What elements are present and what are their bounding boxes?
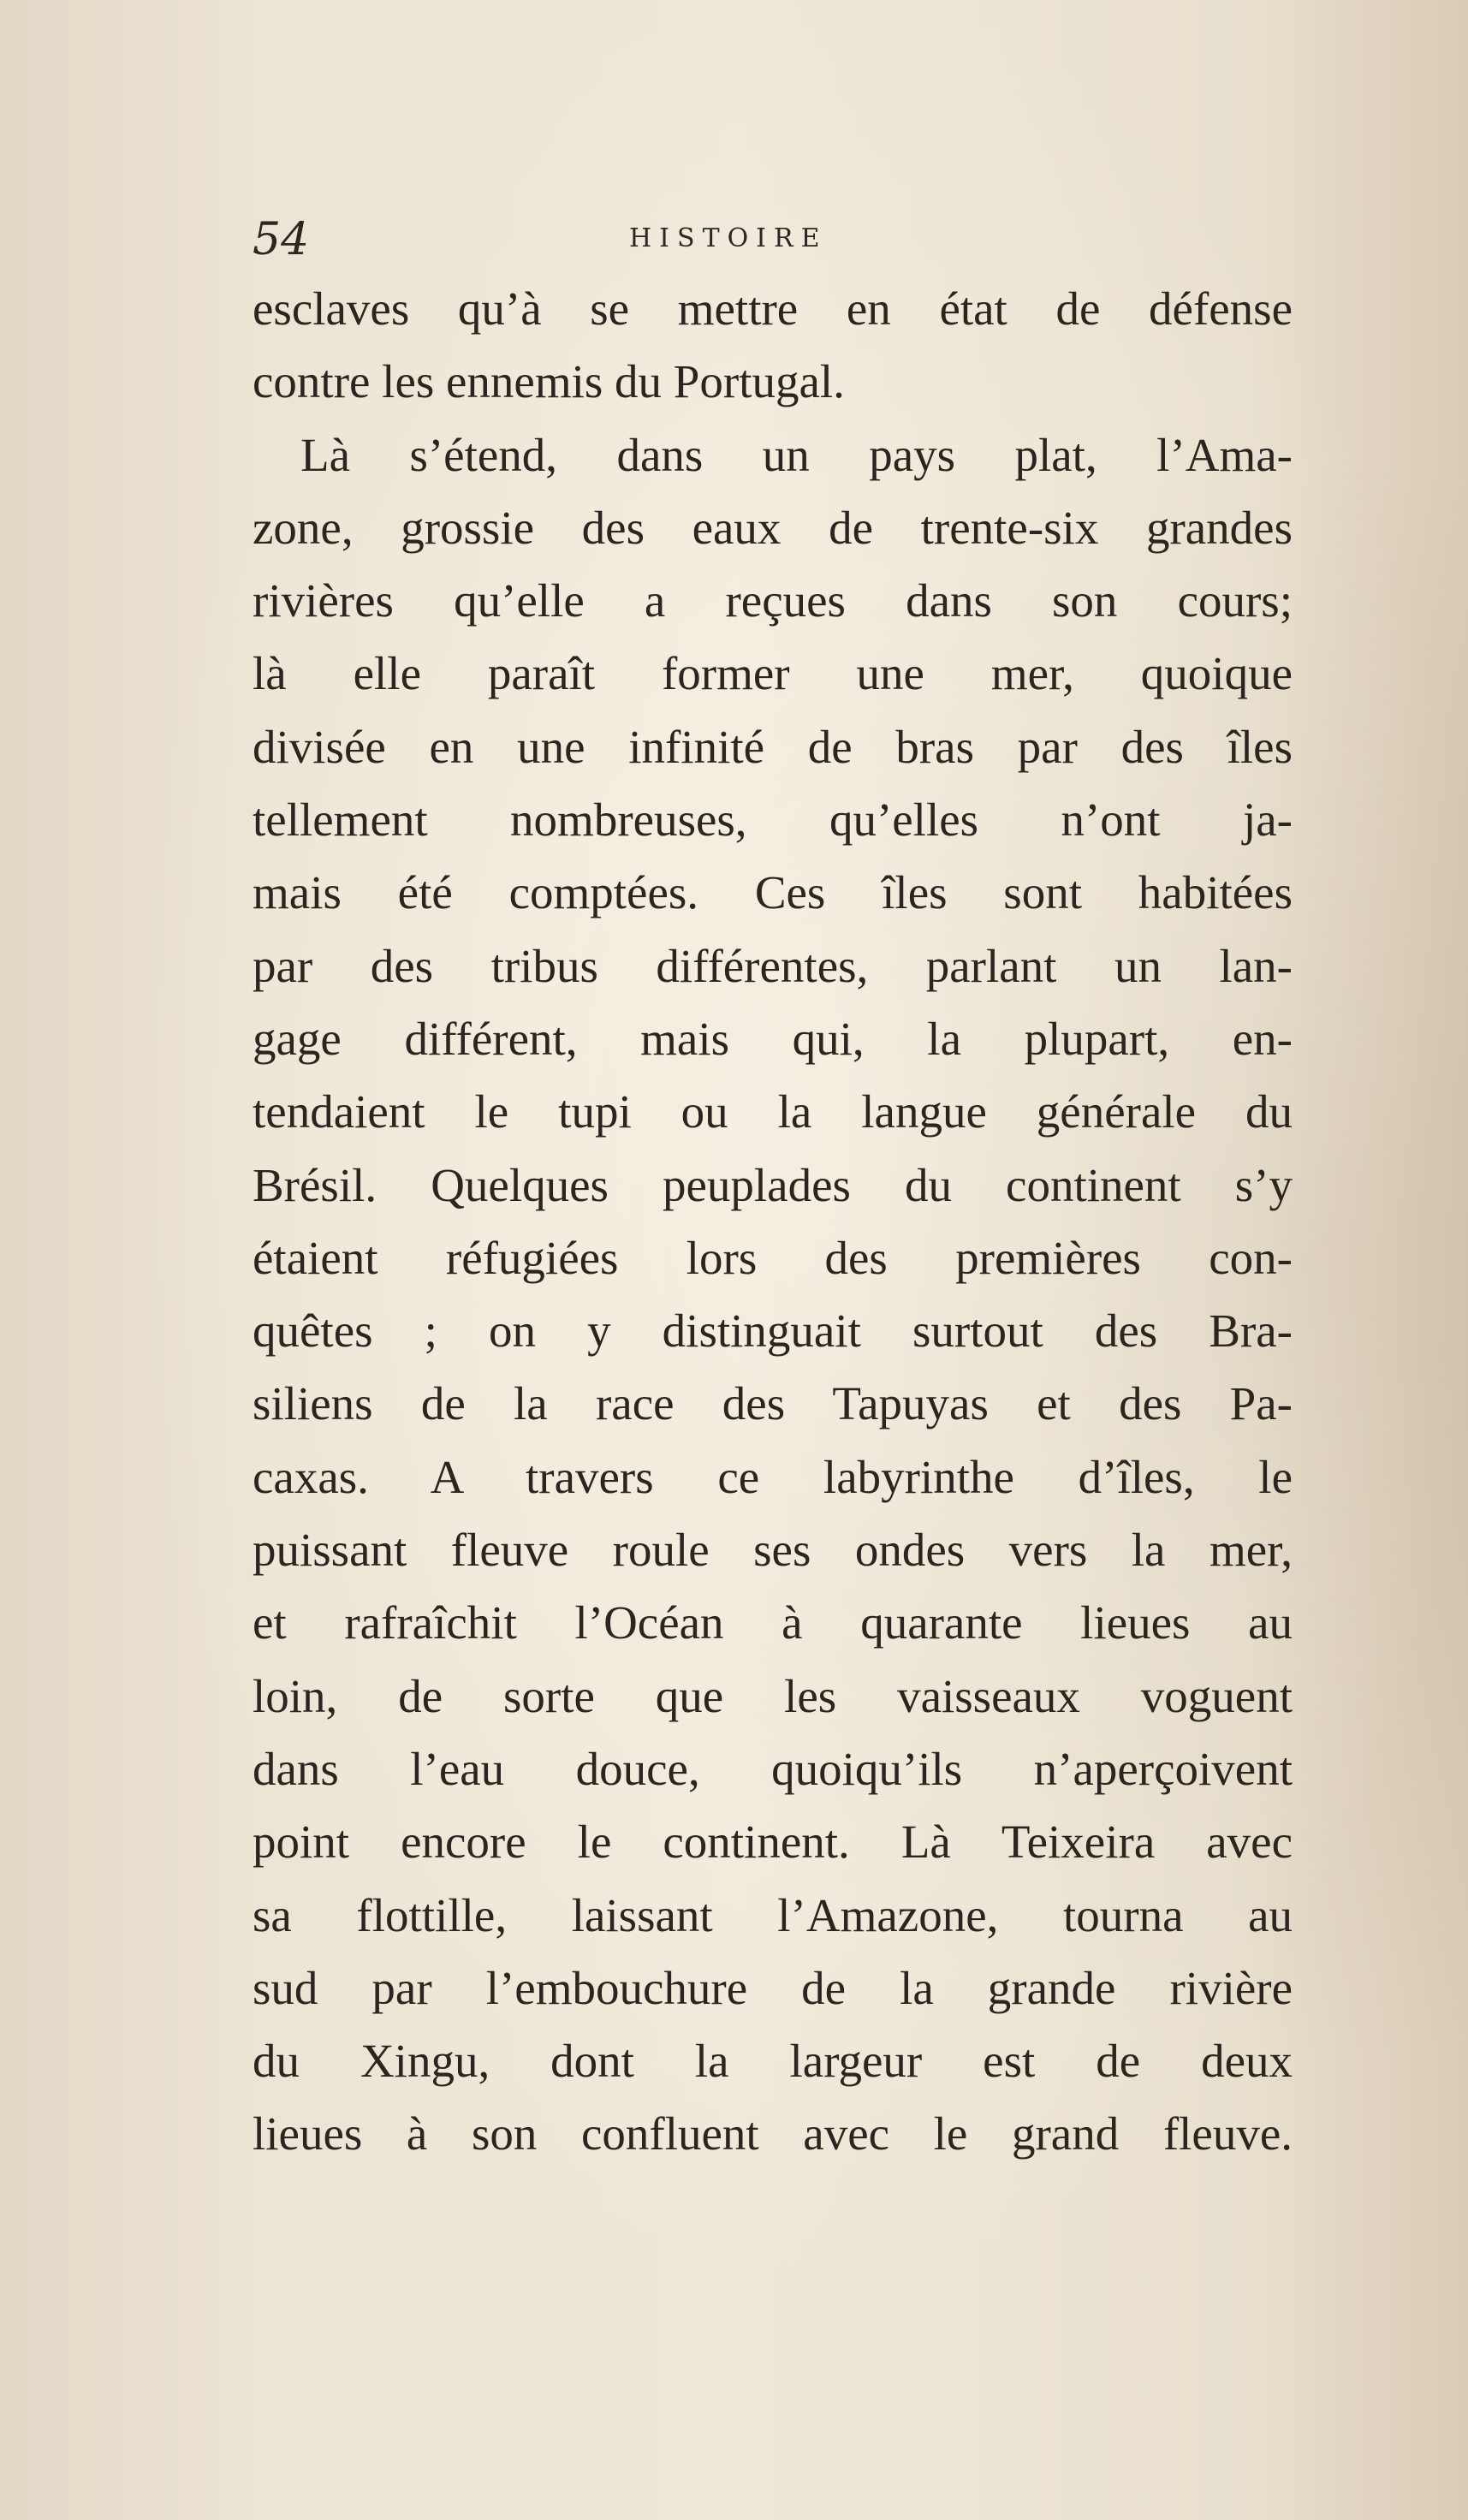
text-line: sa flottille, laissant l’Amazone, tourna au [253, 1888, 1293, 1941]
page-number: 54 [253, 214, 310, 265]
text-line: divisée en une infinité de bras par des îles [253, 720, 1293, 773]
text-line: Brésil. Quelques peuplades du continent s’y [253, 1158, 1293, 1211]
text-line: étaient réfugiées lors des premières con- [253, 1231, 1293, 1284]
text-line: quêtes ; on y distinguait surtout des Bra- [253, 1305, 1293, 1358]
text-line: siliens de la race des Tapuyas et des Pa- [253, 1377, 1293, 1430]
text-line: là elle paraît former une mer, quoique [253, 647, 1293, 700]
running-head: HISTOIRE [629, 223, 828, 253]
text-line: dans l’eau douce, quoiqu’ils n’aperçoivent [253, 1742, 1293, 1795]
text-line: zone, grossie des eaux de trente-six grandes [253, 501, 1293, 554]
text-line: et rafraîchit l’Océan à quarante lieues au [253, 1596, 1293, 1649]
text-line: Là s’étend, dans un pays plat, l’Ama- [300, 428, 1293, 481]
text-line: lieues à son confluent avec le grand fleuve. [253, 2107, 1293, 2160]
text-line: mais été comptées. Ces îles sont habitées [253, 866, 1293, 919]
text-line: rivières qu’elle a reçues dans son cours; [253, 574, 1293, 627]
page-header [253, 205, 1288, 274]
text-line: sud par l’embouchure de la grande rivière [253, 1961, 1293, 2014]
text-line: par des tribus différentes, parlant un lan- [253, 939, 1293, 992]
text-line: puissant fleuve roule ses ondes vers la mer, [253, 1524, 1293, 1577]
text-line: esclaves qu’à se mettre en état de défense [253, 282, 1293, 335]
text-line: du Xingu, dont la largeur est de deux [253, 2035, 1293, 2088]
text-line: caxas. A travers ce labyrinthe d’îles, le [253, 1450, 1293, 1503]
text-line: loin, de sorte que les vaisseaux voguent [253, 1669, 1293, 1722]
text-line: point encore le continent. Là Teixeira avec [253, 1816, 1293, 1869]
text-line: tellement nombreuses, qu’elles n’ont ja- [253, 793, 1293, 847]
text-line: contre les ennemis du Portugal. [253, 355, 845, 408]
body-text [253, 272, 1293, 2171]
text-line: gage différent, mais qui, la plupart, en- [253, 1012, 1293, 1065]
text-line: tendaient le tupi ou la langue générale du [253, 1085, 1293, 1138]
